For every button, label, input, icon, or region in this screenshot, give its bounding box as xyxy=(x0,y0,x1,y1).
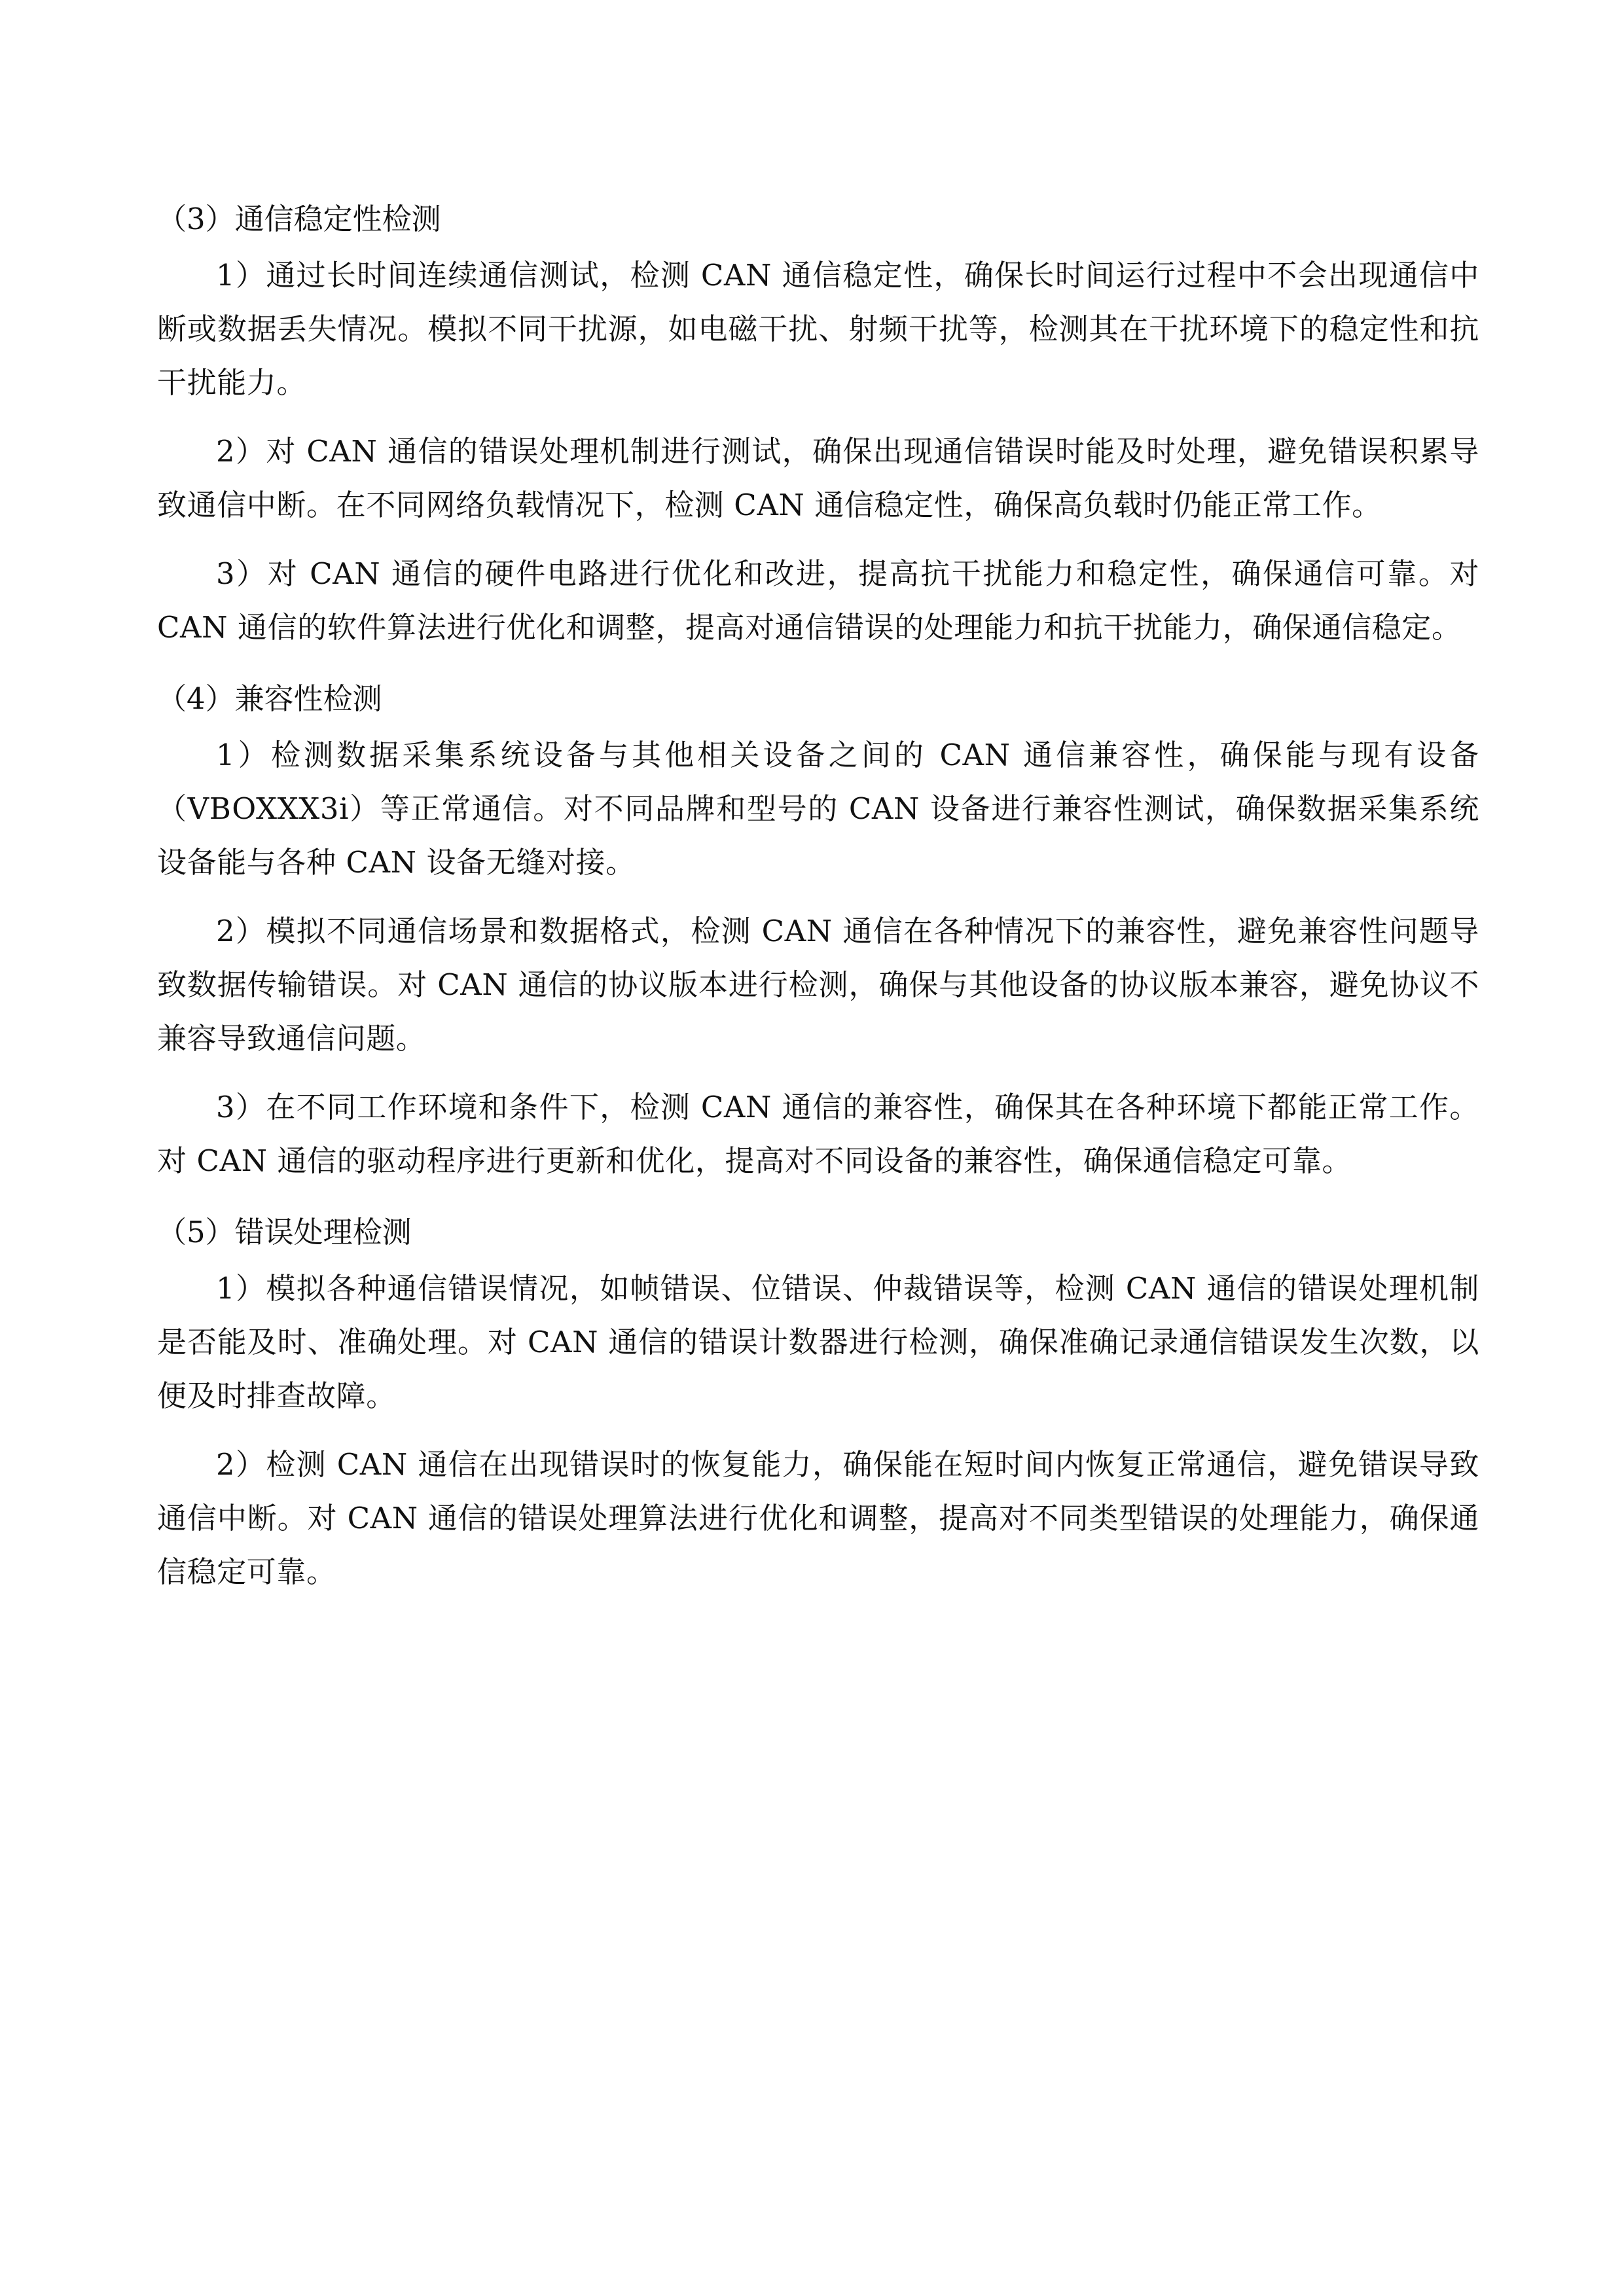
section-heading: （5）错误处理检测 xyxy=(157,1215,412,1249)
section-heading: （4）兼容性检测 xyxy=(157,681,382,716)
paragraph: 2）对 CAN 通信的错误处理机制进行测试，确保出现通信错误时能及时处理，避免错误积累导致通信中断。在不同网络负载情况下，检测 CAN 通信稳定性，确保高负载时仍能正常工作。 xyxy=(157,434,1479,522)
paragraph: 1）检测数据采集系统设备与其他相关设备之间的 CAN 通信兼容性，确保能与现有设备（VBOXXX3i）等正常通信。对不同品牌和型号的 CAN 设备进行兼容性测试，确保数据采集系统设备能与各种 CAN 设备无缝对接。 xyxy=(157,738,1479,880)
section-compatibility xyxy=(157,670,1479,1188)
paragraph: 3）对 CAN 通信的硬件电路进行优化和改进，提高抗干扰能力和稳定性，确保通信可靠。对 CAN 通信的软件算法进行优化和调整，提高对通信错误的处理能力和抗干扰能力，确保通信稳定。 xyxy=(157,556,1479,645)
document-page xyxy=(157,190,1479,1614)
section-error-handling xyxy=(157,1203,1479,1599)
section-communication-stability xyxy=(157,190,1479,655)
paragraph: 3）在不同工作环境和条件下，检测 CAN 通信的兼容性，确保其在各种环境下都能正常工作。对 CAN 通信的驱动程序进行更新和优化，提高对不同设备的兼容性，确保通信稳定可靠。 xyxy=(157,1090,1479,1178)
paragraph: 1）模拟各种通信错误情况，如帧错误、位错误、仲裁错误等，检测 CAN 通信的错误处理机制是否能及时、准确处理。对 CAN 通信的错误计数器进行检测，确保准确记录通信错误发生次数，以便及时排查故障。 xyxy=(157,1271,1479,1413)
paragraph: 2）模拟不同通信场景和数据格式，检测 CAN 通信在各种情况下的兼容性，避免兼容性问题导致数据传输错误。对 CAN 通信的协议版本进行检测，确保与其他设备的协议版本兼容，避免协议不兼容导致通信问题。 xyxy=(157,914,1479,1056)
section-heading: （3）通信稳定性检测 xyxy=(157,202,441,236)
paragraph: 1）通过长时间连续通信测试，检测 CAN 通信稳定性，确保长时间运行过程中不会出现通信中断或数据丢失情况。模拟不同干扰源，如电磁干扰、射频干扰等，检测其在干扰环境下的稳定性和抗干扰能力。 xyxy=(157,258,1479,400)
paragraph: 2）检测 CAN 通信在出现错误时的恢复能力，确保能在短时间内恢复正常通信，避免错误导致通信中断。对 CAN 通信的错误处理算法进行优化和调整，提高对不同类型错误的处理能力，确保通信稳定可靠。 xyxy=(157,1447,1479,1589)
